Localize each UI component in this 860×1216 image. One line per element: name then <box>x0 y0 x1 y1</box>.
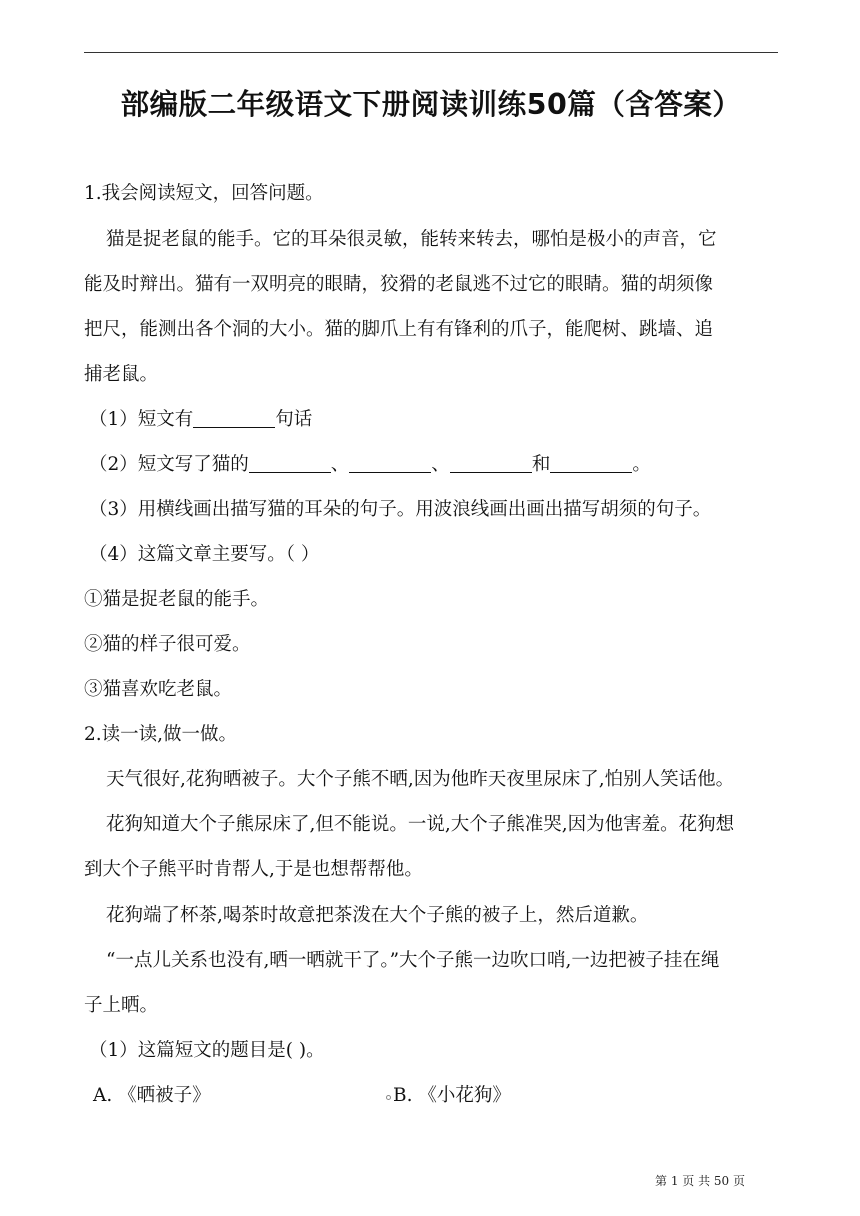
answer-blank[interactable] <box>450 454 532 473</box>
question-1-heading: 1.我会阅读短文，回答问题。 <box>84 183 324 204</box>
format-mark <box>386 1095 391 1100</box>
page-footer: 第 1 页 共 50 页 <box>655 1174 745 1188</box>
answer-blank[interactable] <box>249 454 331 473</box>
period: 。 <box>632 454 651 475</box>
conjunction: 和 <box>531 454 551 475</box>
q1-option-3: ③猫喜欢吃老鼠。 <box>84 679 233 700</box>
q1-item-1-prompt: （1）短文有 <box>89 409 194 430</box>
q2-option-b: B. 《小花狗》 <box>393 1085 511 1106</box>
passage-1-line-3: 把尺，能测出各个洞的大小。猫的脚爪上有有锋利的爪子，能爬树、跳墙、追 <box>84 319 714 340</box>
passage-2-paragraph-1: 天气很好,花狗晒被子。大个子熊不晒,因为他昨天夜里尿床了,怕别人笑话他。 <box>106 769 735 790</box>
document-title: 部编版二年级语文下册阅读训练50篇（含答案） <box>120 88 742 121</box>
passage-1-line-1: 猫是捉老鼠的能手。它的耳朵很灵敏，能转来转去，哪怕是极小的声音，它 <box>106 229 717 250</box>
q1-item-1 <box>89 409 312 431</box>
q1-item-2 <box>89 454 651 476</box>
separator: 、 <box>330 454 350 475</box>
q1-item-2-prompt: （2）短文写了猫的 <box>89 454 249 475</box>
answer-blank[interactable] <box>550 454 632 473</box>
header-rule <box>84 52 778 53</box>
separator: 、 <box>431 454 450 475</box>
passage-2-paragraph-2-line-1: 花狗知道大个子熊尿床了,但不能说。一说,大个子熊准哭,因为他害羞。花狗想 <box>106 814 735 835</box>
q2-item-1: （1）这篇短文的题目是( )。 <box>89 1040 325 1061</box>
passage-2-paragraph-4-line-2: 子上晒。 <box>84 995 159 1016</box>
passage-2-paragraph-4-line-1: “一点儿关系也没有,晒一晒就干了。”大个子熊一边吹口哨,一边把被子挂在绳 <box>106 950 720 971</box>
answer-blank[interactable] <box>349 454 431 473</box>
q1-option-1: ①猫是捉老鼠的能手。 <box>84 589 270 610</box>
q2-option-a: A. 《晒被子》 <box>93 1085 211 1106</box>
passage-2-paragraph-2-line-2: 到大个子熊平时肯帮人,于是也想帮帮他。 <box>84 859 423 880</box>
answer-blank[interactable] <box>193 409 275 428</box>
q1-item-4: （4）这篇文章主要写。（ ） <box>89 544 320 565</box>
passage-1-line-4: 捕老鼠。 <box>84 364 159 385</box>
passage-2-paragraph-3: 花狗端了杯茶,喝茶时故意把茶泼在大个子熊的被子上，然后道歉。 <box>106 905 649 926</box>
question-2-heading: 2.读一读,做一做。 <box>84 724 238 745</box>
q1-item-3: （3）用横线画出描写猫的耳朵的句子。用波浪线画出画出描写胡须的句子。 <box>89 499 712 520</box>
q1-option-2: ②猫的样子很可爱。 <box>84 634 251 655</box>
q1-item-1-suffix: 句话 <box>275 409 313 430</box>
passage-1-line-2: 能及时辩出。猫有一双明亮的眼睛，狡猾的老鼠逃不过它的眼睛。猫的胡须像 <box>84 274 714 295</box>
